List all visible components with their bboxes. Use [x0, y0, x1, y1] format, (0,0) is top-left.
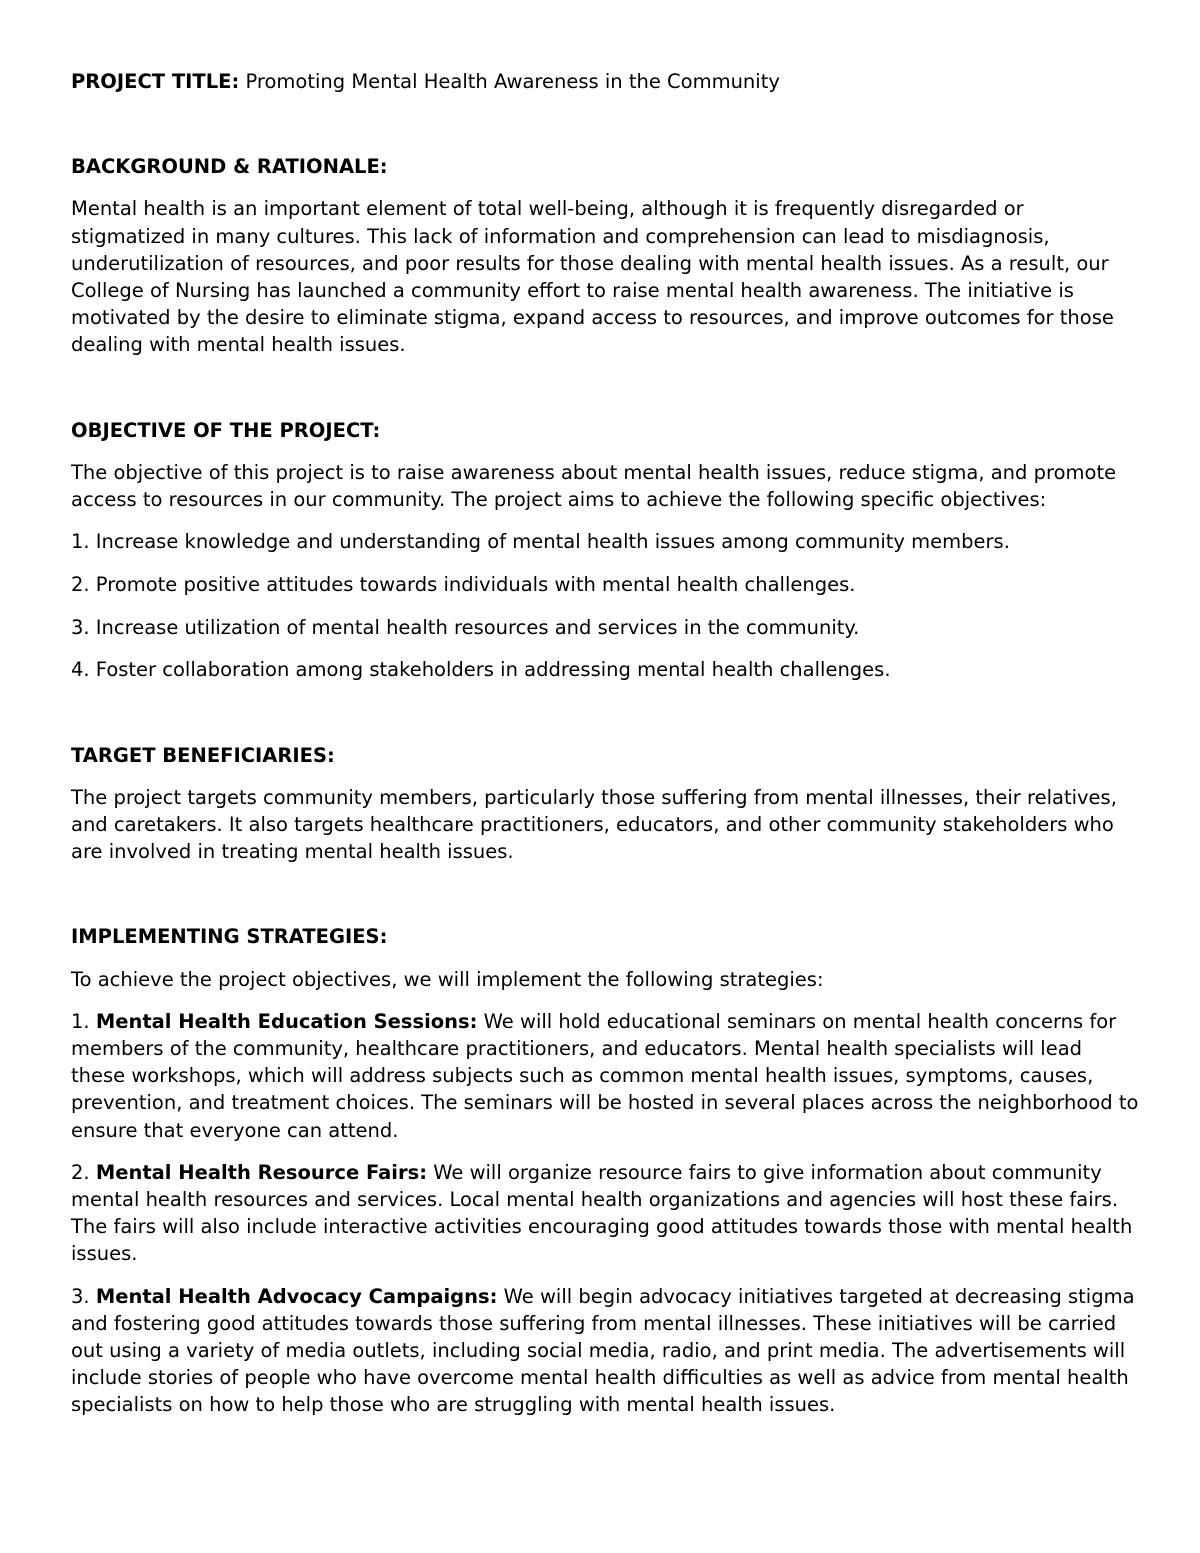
strategy-title: Mental Health Advocacy Campaigns:: [95, 1284, 498, 1308]
strategy-text: We will organize resource fairs to give information about community mental health resources and services. Local mental health organizations and agencies will host these fairs. The fairs will also include interactive activities encouraging good attitudes towards those with mental health issues.: [71, 1160, 1133, 1266]
strategy-text: We will begin advocacy initiatives targeted at decreasing stigma and fostering good attitudes towards those suffering from mental illnesses. These initiatives will be carried out using a variety of media outlets, including social media, radio, and print media. The advertisements will include stories of people who have overcome mental health difficulties as well as advice from mental health specialists on how to help those who are struggling with mental health issues.: [71, 1284, 1135, 1417]
strategies-intro: To achieve the project objectives, we will implement the following strategies:: [71, 967, 824, 991]
strategy-number: 2.: [71, 1160, 90, 1184]
objective-intro: The objective of this project is to raise awareness about mental health issues, reduce stigma, and promote access to resources in our community. The project aims to achieve the following specific objectives:: [71, 460, 1117, 512]
project-title-label: PROJECT TITLE:: [71, 70, 240, 93]
background-text: Mental health is an important element of total well-being, although it is frequently disregarded or stigmatized in many cultures. This lack of information and comprehension can lead to misdiagnosis, underutilization of resources, and poor results for those dealing with mental health issues. As a result, our College of Nursing has launched a community effort to raise mental health awareness. The initiative is motivated by the desire to eliminate stigma, expand access to resources, and improve outcomes for those dealing with mental health issues.: [71, 197, 1114, 357]
strategy-number: 3.: [71, 1284, 90, 1308]
strategy-item: [71, 1283, 1141, 1419]
background-heading: BACKGROUND & RATIONALE:: [71, 155, 388, 179]
objective-item: 4. Foster collaboration among stakeholders in addressing mental health challenges.: [71, 658, 891, 682]
strategy-title: Mental Health Resource Fairs:: [95, 1160, 428, 1184]
objective-item: 1. Increase knowledge and understanding of mental health issues among community members.: [71, 530, 1010, 554]
beneficiaries-text: The project targets community members, particularly those suffering from mental illnesses, their relatives, and caretakers. It also targets healthcare practitioners, educators, and other community stakeholders who are involved in treating mental health issues.: [71, 785, 1117, 864]
objective-item: 3. Increase utilization of mental health resources and services in the community.: [71, 615, 860, 639]
strategy-text: We will hold educational seminars on mental health concerns for members of the community, healthcare practitioners, and educators. Mental health specialists will lead these workshops, which will address subjects such as common mental health issues, symptoms, causes, prevention, and treatment choices. The seminars will be hosted in several places across the neighborhood to ensure that everyone can attend.: [71, 1009, 1139, 1142]
strategy-number: 1.: [71, 1009, 90, 1033]
objective-heading: OBJECTIVE OF THE PROJECT:: [71, 418, 381, 442]
beneficiaries-heading: TARGET BENEFICIARIES:: [71, 743, 335, 767]
strategy-title: Mental Health Education Sessions:: [95, 1009, 478, 1033]
project-title-value: Promoting Mental Health Awareness in the Community: [245, 70, 780, 93]
project-title: [71, 68, 1141, 95]
strategy-item: [71, 1008, 1141, 1144]
strategy-item: [71, 1159, 1141, 1268]
objective-item: 2. Promote positive attitudes towards individuals with mental health challenges.: [71, 572, 856, 596]
strategies-heading: IMPLEMENTING STRATEGIES:: [71, 925, 388, 949]
document-page: [71, 68, 1141, 1434]
